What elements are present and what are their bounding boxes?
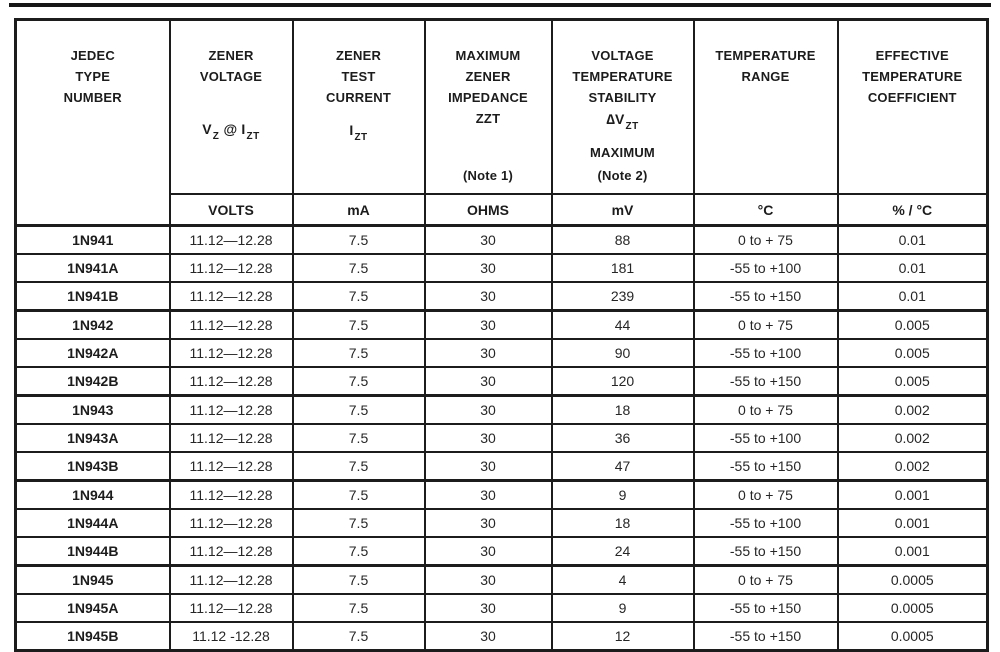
cell-current: 7.5	[293, 396, 425, 425]
cell-impedance: 30	[425, 566, 552, 595]
cell-current: 7.5	[293, 226, 425, 255]
cell-voltage: 11.12—12.28	[170, 424, 293, 452]
top-rule	[9, 3, 991, 7]
cell-type: 1N945A	[16, 594, 170, 622]
symbol-subscript: ZT	[625, 121, 639, 132]
cell-current: 7.5	[293, 367, 425, 396]
current-symbol	[294, 120, 424, 148]
symbol-base: @ I	[219, 121, 246, 137]
data-row	[16, 509, 988, 537]
cell-type: 1N942B	[16, 367, 170, 396]
unit-percent-per-celsius: % / °C	[838, 194, 988, 226]
cell-type: 1N944	[16, 481, 170, 510]
cell-temp: -55 to +100	[694, 424, 838, 452]
unit-volts: VOLTS	[170, 194, 293, 226]
cell-impedance: 30	[425, 452, 552, 481]
cell-stability: 181	[552, 254, 694, 282]
cell-coeff: 0.0005	[838, 594, 988, 622]
cell-current: 7.5	[293, 452, 425, 481]
cell-coeff: 0.0005	[838, 622, 988, 651]
unit-mv: mV	[552, 194, 694, 226]
cell-coeff: 0.002	[838, 396, 988, 425]
cell-voltage: 11.12—12.28	[170, 226, 293, 255]
cell-current: 7.5	[293, 566, 425, 595]
cell-stability: 239	[552, 282, 694, 311]
cell-impedance: 30	[425, 594, 552, 622]
cell-stability: 12	[552, 622, 694, 651]
cell-temp: -55 to +100	[694, 509, 838, 537]
cell-voltage: 11.12 -12.28	[170, 622, 293, 651]
header-title-line: EFFECTIVE	[875, 48, 949, 63]
header-title-line: ZENER	[208, 48, 254, 63]
cell-current: 7.5	[293, 622, 425, 651]
unit-ohms: OHMS	[425, 194, 552, 226]
cell-stability: 90	[552, 339, 694, 367]
cell-current: 7.5	[293, 311, 425, 340]
col-header-zener-voltage	[170, 20, 293, 195]
cell-type: 1N941A	[16, 254, 170, 282]
cell-current: 7.5	[293, 509, 425, 537]
cell-type: 1N943	[16, 396, 170, 425]
data-row	[16, 339, 988, 367]
cell-coeff: 0.001	[838, 537, 988, 566]
cell-voltage: 11.12—12.28	[170, 537, 293, 566]
cell-impedance: 30	[425, 537, 552, 566]
cell-coeff: 0.0005	[838, 566, 988, 595]
cell-current: 7.5	[293, 282, 425, 311]
cell-impedance: 30	[425, 622, 552, 651]
cell-type: 1N943B	[16, 452, 170, 481]
header-title-line: IMPEDANCE	[448, 90, 528, 105]
header-title-line: ZENER	[465, 69, 511, 84]
cell-voltage: 11.12—12.28	[170, 254, 293, 282]
data-row	[16, 226, 988, 255]
header-title-line: TEMPERATURE	[715, 48, 816, 63]
cell-coeff: 0.005	[838, 367, 988, 396]
cell-type: 1N942A	[16, 339, 170, 367]
cell-type: 1N944B	[16, 537, 170, 566]
cell-temp: -55 to +150	[694, 622, 838, 651]
cell-coeff: 0.002	[838, 424, 988, 452]
cell-coeff: 0.001	[838, 481, 988, 510]
cell-impedance: 30	[425, 367, 552, 396]
cell-type: 1N941B	[16, 282, 170, 311]
cell-type: 1N942	[16, 311, 170, 340]
cell-stability: 4	[552, 566, 694, 595]
data-row	[16, 594, 988, 622]
cell-stability: 18	[552, 396, 694, 425]
cell-stability: 120	[552, 367, 694, 396]
cell-voltage: 11.12—12.28	[170, 282, 293, 311]
col-header-jedec-type-number	[16, 20, 170, 226]
header-row	[16, 20, 988, 195]
cell-temp: 0 to + 75	[694, 566, 838, 595]
cell-voltage: 11.12—12.28	[170, 339, 293, 367]
cell-impedance: 30	[425, 282, 552, 311]
data-row	[16, 367, 988, 396]
cell-stability: 88	[552, 226, 694, 255]
header-title-line: RANGE	[741, 69, 790, 84]
cell-temp: -55 to +150	[694, 594, 838, 622]
cell-stability: 47	[552, 452, 694, 481]
unit-ma: mA	[293, 194, 425, 226]
header-title-line: VOLTAGE	[199, 69, 263, 84]
data-row	[16, 452, 988, 481]
data-row	[16, 282, 988, 311]
cell-current: 7.5	[293, 537, 425, 566]
cell-impedance: 30	[425, 226, 552, 255]
cell-temp: -55 to +150	[694, 282, 838, 311]
symbol-base: V	[202, 121, 212, 137]
cell-stability: 36	[552, 424, 694, 452]
cell-stability: 18	[552, 509, 694, 537]
col-header-effective-temp-coefficient	[838, 20, 988, 195]
cell-temp: -55 to +150	[694, 452, 838, 481]
cell-impedance: 30	[425, 311, 552, 340]
cell-voltage: 11.12—12.28	[170, 367, 293, 396]
cell-temp: 0 to + 75	[694, 311, 838, 340]
cell-temp: -55 to +100	[694, 339, 838, 367]
cell-coeff: 0.005	[838, 339, 988, 367]
col-header-voltage-temp-stability	[552, 20, 694, 195]
symbol-subscript: ZT	[354, 132, 368, 143]
header-title-line: TYPE	[75, 69, 111, 84]
header-title-line: MAXIMUM	[590, 145, 655, 160]
data-row	[16, 396, 988, 425]
cell-voltage: 11.12—12.28	[170, 594, 293, 622]
cell-voltage: 11.12—12.28	[170, 481, 293, 510]
cell-temp: 0 to + 75	[694, 396, 838, 425]
cell-voltage: 11.12—12.28	[170, 509, 293, 537]
header-title-line: STABILITY	[588, 90, 657, 105]
note-1-label: (Note 1)	[463, 168, 513, 183]
cell-current: 7.5	[293, 481, 425, 510]
data-row	[16, 566, 988, 595]
cell-type: 1N941	[16, 226, 170, 255]
cell-impedance: 30	[425, 254, 552, 282]
cell-voltage: 11.12—12.28	[170, 396, 293, 425]
cell-current: 7.5	[293, 594, 425, 622]
cell-temp: -55 to +150	[694, 367, 838, 396]
col-header-max-zener-impedance	[425, 20, 552, 195]
cell-current: 7.5	[293, 424, 425, 452]
cell-stability: 9	[552, 481, 694, 510]
cell-impedance: 30	[425, 396, 552, 425]
symbol-subscript: ZT	[246, 131, 260, 142]
cell-impedance: 30	[425, 339, 552, 367]
data-row	[16, 311, 988, 340]
cell-stability: 44	[552, 311, 694, 340]
symbol-subscript: Z	[212, 131, 220, 142]
symbol-base: ∆V	[606, 111, 625, 127]
cell-type: 1N945	[16, 566, 170, 595]
cell-coeff: 0.01	[838, 226, 988, 255]
cell-coeff: 0.002	[838, 452, 988, 481]
col-header-zener-test-current	[293, 20, 425, 195]
header-title-line: TEMPERATURE	[862, 69, 963, 84]
stability-symbol	[553, 109, 693, 137]
table-body	[16, 226, 988, 651]
cell-temp: -55 to +150	[694, 537, 838, 566]
header-title-line: VOLTAGE	[591, 48, 654, 63]
data-row	[16, 537, 988, 566]
cell-coeff: 0.005	[838, 311, 988, 340]
cell-type: 1N945B	[16, 622, 170, 651]
cell-temp: 0 to + 75	[694, 481, 838, 510]
voltage-symbol	[171, 119, 292, 147]
data-row	[16, 424, 988, 452]
header-title-line: ZZT	[475, 111, 501, 126]
cell-impedance: 30	[425, 509, 552, 537]
cell-type: 1N944A	[16, 509, 170, 537]
col-header-temperature-range	[694, 20, 838, 195]
header-title-line: COEFFICIENT	[867, 90, 957, 105]
table-header	[16, 20, 988, 226]
note-2-label: (Note 2)	[597, 168, 648, 183]
header-title-line: TEMPERATURE	[572, 69, 673, 84]
cell-type: 1N943A	[16, 424, 170, 452]
zener-spec-table	[14, 18, 989, 652]
cell-coeff: 0.01	[838, 282, 988, 311]
cell-impedance: 30	[425, 424, 552, 452]
header-title-line: TEST	[341, 69, 376, 84]
data-row	[16, 254, 988, 282]
cell-voltage: 11.12—12.28	[170, 566, 293, 595]
cell-impedance: 30	[425, 481, 552, 510]
data-row	[16, 481, 988, 510]
cell-temp: -55 to +100	[694, 254, 838, 282]
cell-current: 7.5	[293, 254, 425, 282]
header-title-line: CURRENT	[326, 90, 391, 105]
cell-stability: 9	[552, 594, 694, 622]
cell-coeff: 0.001	[838, 509, 988, 537]
unit-celsius: °C	[694, 194, 838, 226]
header-title-line: MAXIMUM	[455, 48, 521, 63]
header-title-line: ZENER	[335, 48, 382, 63]
header-title-line: JEDEC	[70, 48, 115, 63]
cell-voltage: 11.12—12.28	[170, 452, 293, 481]
cell-stability: 24	[552, 537, 694, 566]
cell-current: 7.5	[293, 339, 425, 367]
header-title-line: NUMBER	[63, 90, 122, 105]
data-row	[16, 622, 988, 651]
cell-coeff: 0.01	[838, 254, 988, 282]
symbol-base: I	[349, 122, 354, 138]
cell-temp: 0 to + 75	[694, 226, 838, 255]
cell-voltage: 11.12—12.28	[170, 311, 293, 340]
